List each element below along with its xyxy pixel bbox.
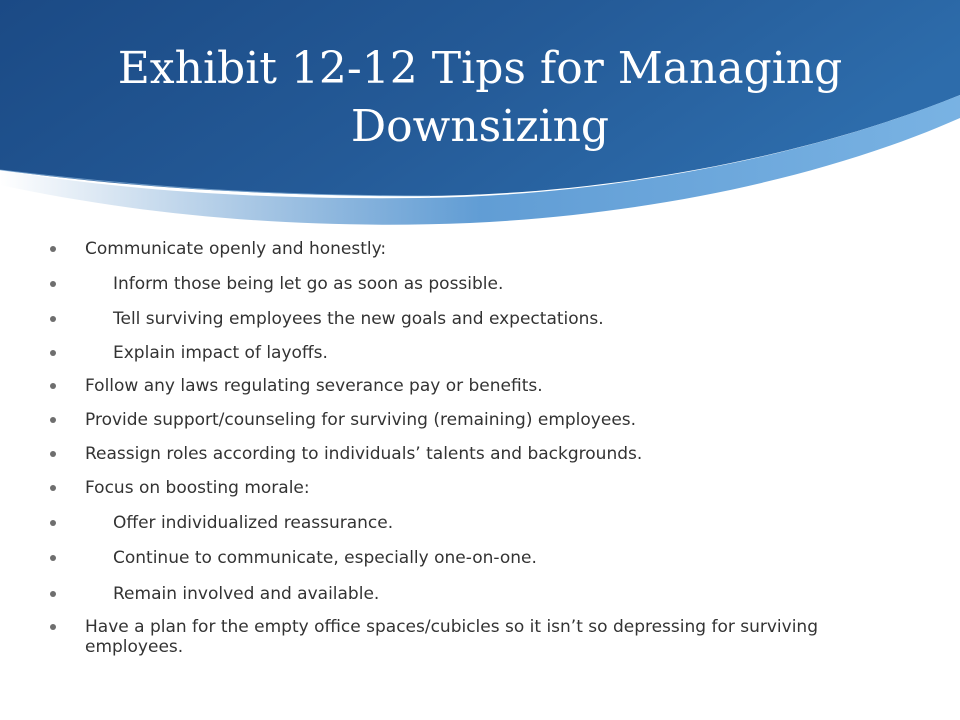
bullet-icon [50,591,56,597]
list-item [50,617,855,657]
bullet-icon [50,555,56,561]
list-item [50,343,328,363]
list-item [50,548,537,568]
list-item-text: Follow any laws regulating severance pay or benefits. [85,376,543,396]
list-item [50,410,636,430]
bullet-icon [50,417,56,423]
list-item [50,239,386,259]
list-item [50,274,503,294]
list-item-text: Remain involved and available. [113,584,380,604]
list-item-text: Offer individualized reassurance. [113,513,394,533]
list-item-text: Communicate openly and honestly: [85,239,387,259]
slide-title: Exhibit 12-12 Tips for Managing Downsizing [117,43,843,152]
bullet-icon [50,383,56,389]
list-item [50,513,393,533]
list-item-text: Reassign roles according to individuals’ talents and backgrounds. [85,444,643,464]
bullet-icon [50,451,56,457]
list-item [50,584,379,604]
list-item [50,309,604,329]
bullet-icon [50,624,56,630]
list-item [50,376,543,396]
list-item-text: Provide support/counseling for surviving (remaining) employees. [85,410,637,430]
list-item [50,478,310,498]
list-item-text: Continue to communicate, especially one-on-one. [113,548,537,568]
bullet-icon [50,281,56,287]
list-item-text: Explain impact of layoffs. [113,343,328,363]
list-item-text: Tell surviving employees the new goals and expectations. [113,309,604,329]
list-item-text: Focus on boosting morale: [85,478,310,498]
bullet-icon [50,485,56,491]
bullet-icon [50,246,56,252]
list-item [50,444,642,464]
bullet-icon [50,350,56,356]
bullet-icon [50,520,56,526]
bullet-icon [50,316,56,322]
list-item-text: Have a plan for the empty office spaces/cubicles so it isn’t so depressing for surviving employees. [85,617,819,657]
list-item-text: Inform those being let go as soon as possible. [113,274,504,294]
